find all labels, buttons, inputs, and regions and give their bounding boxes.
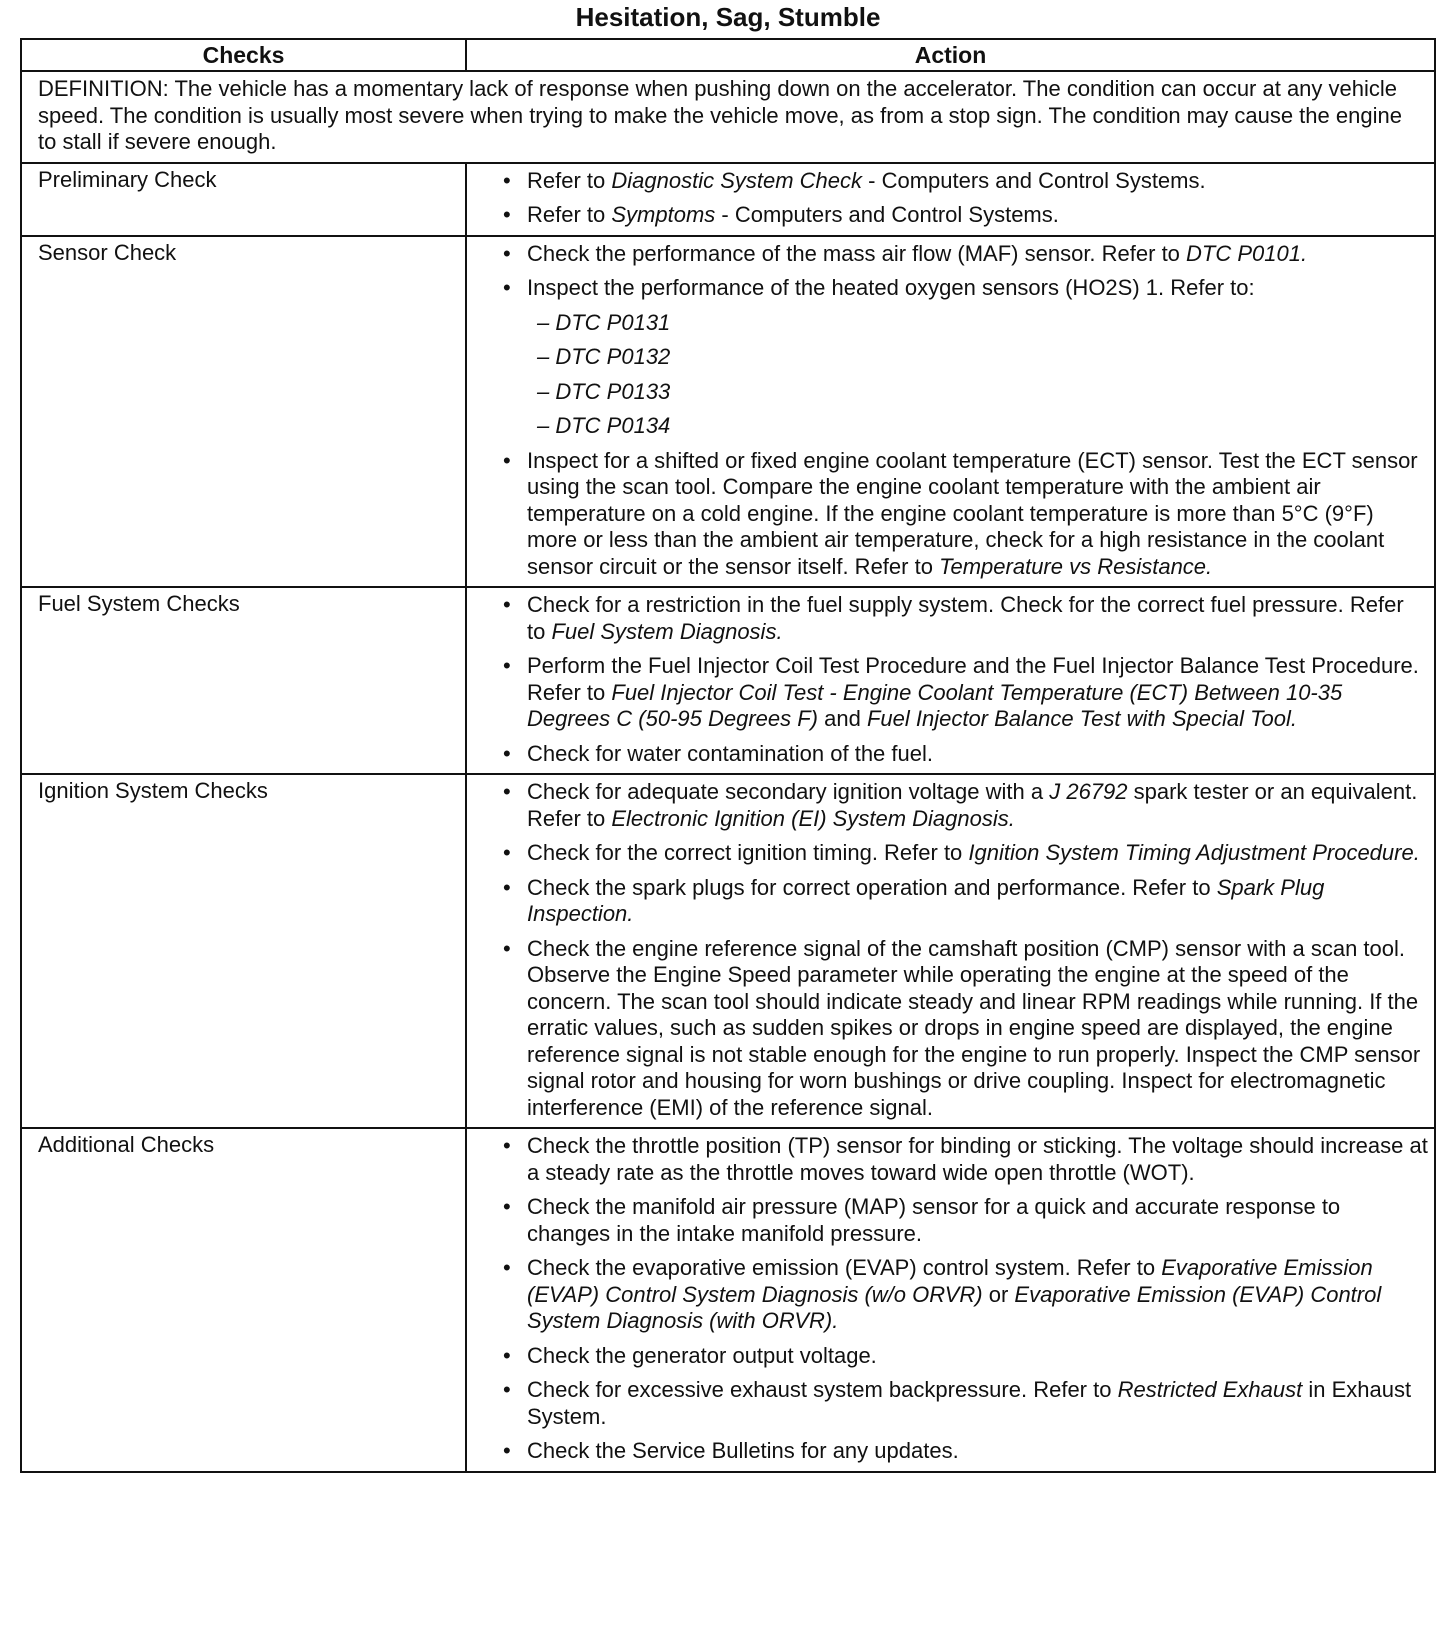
action-text: Check the Service Bulletins for any updates. bbox=[527, 1438, 959, 1463]
bullet-icon: • bbox=[503, 167, 511, 193]
action-text: Check for water contamination of the fuel. bbox=[527, 740, 933, 766]
action-bullet-item bbox=[503, 779, 1428, 832]
page-title: Hesitation, Sag, Stumble bbox=[575, 2, 881, 32]
action-bullet-item bbox=[503, 241, 1428, 268]
action-reference: Fuel Injector Balance Test with Special Tool. bbox=[866, 706, 1298, 731]
check-name-cell: Ignition System Checks bbox=[21, 774, 466, 1128]
action-text: Inspect for a shifted or fixed engine coolant temperature (ECT) sensor. Test the ECT sensor using the scan tool. Compare the engine coolant temperature with the ambient air temperature on a cold engine. If the engine coolant temperature is more than 5°C (9°F) more or less than the ambient air temperature, check for a high resistance in the coolant sensor circuit or the sensor itself. Refer to bbox=[527, 447, 1418, 579]
table-row bbox=[21, 774, 1435, 1128]
dtc-sub-item: – DTC P0134 bbox=[537, 413, 671, 438]
action-bullet-item bbox=[503, 875, 1428, 928]
action-text: Check the manifold air pressure (MAP) sensor for a quick and accurate response to changes in the intake manifold pressure. bbox=[527, 1194, 1341, 1246]
action-reference: Fuel Injector Coil Test - Engine Coolant Temperature (ECT) Between 10-35 Degrees C (50-95 Degrees F) bbox=[527, 679, 1343, 731]
table-header-row bbox=[21, 39, 1435, 71]
dtc-sub-item: – DTC P0132 bbox=[537, 344, 671, 369]
action-bullet-item bbox=[503, 936, 1428, 1122]
action-text: Check the throttle position (TP) sensor for binding or sticking. The voltage should increase at a steady rate as the throttle moves toward wide open throttle (WOT). bbox=[527, 1133, 1428, 1185]
bullet-icon: • bbox=[503, 1342, 511, 1368]
action-text: or bbox=[982, 1281, 1015, 1307]
action-text: Check the generator output voltage. bbox=[527, 1342, 877, 1368]
table-row bbox=[21, 1128, 1435, 1472]
action-text: Inspect the performance of the heated oxygen sensors (HO2S) 1. Refer to: bbox=[527, 275, 1255, 300]
action-cell bbox=[466, 587, 1435, 774]
action-bullet-item bbox=[503, 1343, 1428, 1370]
bullet-icon: • bbox=[503, 202, 511, 227]
action-text: and bbox=[818, 706, 867, 731]
action-bullet-item bbox=[503, 1255, 1428, 1335]
bullet-icon: • bbox=[503, 592, 511, 617]
action-text: spark tester or an equivalent. Refer to bbox=[527, 779, 1418, 831]
action-cell bbox=[466, 1128, 1435, 1472]
action-bullet-item bbox=[503, 1377, 1428, 1430]
action-reference: DTC P0101. bbox=[1186, 240, 1308, 266]
bullet-icon: • bbox=[503, 779, 511, 804]
action-text: Refer to bbox=[527, 167, 612, 193]
action-bullet-item bbox=[503, 741, 1428, 768]
table-row bbox=[21, 163, 1435, 236]
checks-column-header: Checks bbox=[21, 39, 466, 71]
action-text: Check the spark plugs for correct operation and performance. Refer to bbox=[527, 874, 1217, 900]
action-text: Refer to bbox=[527, 202, 612, 227]
action-cell bbox=[466, 163, 1435, 236]
action-reference: Ignition System Timing Adjustment Procedure. bbox=[968, 840, 1420, 865]
action-reference: Spark Plug Inspection. bbox=[527, 874, 1325, 926]
action-bullet-item bbox=[503, 275, 1428, 440]
dtc-sub-item: – DTC P0133 bbox=[537, 378, 671, 404]
definition-text: DEFINITION: The vehicle has a momentary lack of response when pushing down on the accelerator. The condition can occur at any vehicle speed. The condition is usually most severe when trying to make the vehicle move, as from a stop sign. The condition may cause the engine to stall if severe enough. bbox=[21, 71, 1435, 163]
action-reference: Fuel System Diagnosis. bbox=[551, 618, 783, 644]
action-bullet-item bbox=[503, 168, 1428, 195]
table-row bbox=[21, 236, 1435, 588]
bullet-icon: • bbox=[503, 275, 511, 300]
action-bullet-item bbox=[503, 202, 1428, 229]
action-text: Check the engine reference signal of the camshaft position (CMP) sensor with a scan tool. Observe the Engine Speed parameter while operating the engine at the speed of the concern. The scan tool should indicate steady and linear RPM readings while running. If the erratic values, such as sudden spikes or drops in engine speed are displayed, the engine reference signal is not stable enough for the engine to run properly. Inspect the CMP sensor signal rotor and housing for worn bushings or drive coupling. Inspect for electromagnetic interference (EMI) of the reference signal. bbox=[527, 935, 1421, 1120]
bullet-icon: • bbox=[503, 1255, 511, 1280]
bullet-icon: • bbox=[503, 1377, 511, 1402]
dtc-sub-list bbox=[527, 310, 1428, 440]
action-text: Check for the correct ignition timing. Refer to bbox=[527, 840, 969, 865]
action-text: Perform the Fuel Injector Coil Test Procedure and the Fuel Injector Balance Test Procedure. Refer to bbox=[527, 653, 1419, 705]
action-cell bbox=[466, 236, 1435, 588]
action-cell bbox=[466, 774, 1435, 1128]
action-text: - Computers and Control Systems. bbox=[715, 202, 1059, 227]
table-row bbox=[21, 587, 1435, 774]
action-text: Check the evaporative emission (EVAP) control system. Refer to bbox=[527, 1255, 1162, 1280]
bullet-icon: • bbox=[503, 840, 511, 865]
action-bullet-item bbox=[503, 1133, 1428, 1186]
action-text: Check the performance of the mass air flow (MAF) sensor. Refer to bbox=[527, 240, 1187, 266]
check-name-cell: Preliminary Check bbox=[21, 163, 466, 236]
check-name-cell: Fuel System Checks bbox=[21, 587, 466, 774]
action-text: - Computers and Control Systems. bbox=[862, 167, 1206, 193]
action-reference: Diagnostic System Check bbox=[611, 167, 863, 193]
check-name-cell: Sensor Check bbox=[21, 236, 466, 588]
diagnostic-table bbox=[20, 38, 1436, 1473]
bullet-icon: • bbox=[503, 740, 511, 766]
action-reference: Evaporative Emission (EVAP) Control System Diagnosis (w/o ORVR) bbox=[527, 1255, 1373, 1307]
definition-row bbox=[21, 71, 1435, 163]
action-reference: Electronic Ignition (EI) System Diagnosis. bbox=[611, 805, 1015, 831]
bullet-icon: • bbox=[503, 1133, 511, 1158]
action-bullet-item bbox=[503, 840, 1428, 867]
action-text: in Exhaust System. bbox=[527, 1377, 1412, 1429]
action-text: Check for adequate secondary ignition voltage with a bbox=[527, 779, 1050, 804]
action-reference: Restricted Exhaust bbox=[1117, 1377, 1303, 1402]
action-bullet-item bbox=[503, 653, 1428, 733]
bullet-icon: • bbox=[503, 447, 511, 473]
bullet-icon: • bbox=[503, 935, 511, 961]
action-bullet-item bbox=[503, 1438, 1428, 1465]
action-text: Check for a restriction in the fuel supply system. Check for the correct fuel pressure. Refer to bbox=[527, 592, 1404, 644]
action-bullet-item bbox=[503, 1194, 1428, 1247]
bullet-icon: • bbox=[503, 874, 511, 900]
bullet-icon: • bbox=[503, 653, 511, 678]
action-column-header: Action bbox=[466, 39, 1435, 71]
bullet-icon: • bbox=[503, 1194, 511, 1219]
action-bullet-item bbox=[503, 592, 1428, 645]
action-reference: Temperature vs Resistance. bbox=[939, 553, 1213, 579]
action-reference: Evaporative Emission (EVAP) Control System Diagnosis (with ORVR). bbox=[527, 1281, 1382, 1333]
bullet-icon: • bbox=[503, 240, 511, 266]
check-name-cell: Additional Checks bbox=[21, 1128, 466, 1472]
bullet-icon: • bbox=[503, 1438, 511, 1463]
action-reference: J 26792 bbox=[1049, 779, 1128, 804]
action-reference: Symptoms bbox=[611, 202, 716, 227]
action-text: Check for excessive exhaust system backpressure. Refer to bbox=[527, 1377, 1118, 1402]
action-bullet-item bbox=[503, 448, 1428, 581]
dtc-sub-item: – DTC P0131 bbox=[537, 309, 671, 335]
